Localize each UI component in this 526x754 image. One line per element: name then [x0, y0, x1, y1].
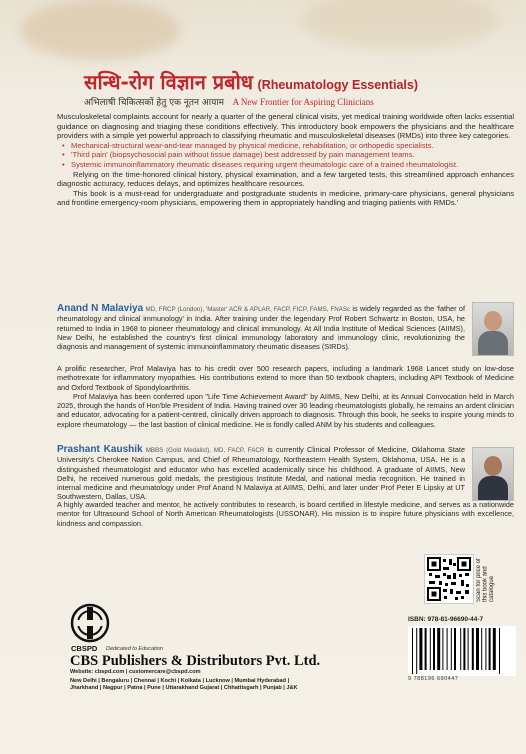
qr-code-graphic: [425, 555, 473, 603]
barcode-bar: [499, 628, 500, 674]
book-subtitle: [84, 95, 374, 108]
publisher-website[interactable]: Website: cbspd.com | customercare@cbspd.com: [70, 669, 201, 675]
author2-photo: [472, 447, 514, 501]
barcode-bar: [419, 628, 422, 670]
author1-name: Anand N Malaviya: [57, 303, 144, 314]
barcode-bar: [442, 628, 443, 670]
author2-paragraph-2: A highly awarded teacher and mentor, he actively contributes to research, is board certified in lifestyle medicine, and serves as a nationwide mentor for Ultrasound School of North American Rheumatologists (USSONAR). His mission is to inspire future physicians with excellence, kindness and compassion.: [57, 500, 514, 528]
author1-paragraph-2: A prolific researcher, Prof Malaviya has to his credit over 500 research papers, including a landmark 1968 Lancet study on low-dose methotrexate for inflammatory myopathies. His contributions extend to more than 50 textbook chapters, including API Textbook of Medicine and Oxford Textbook of Spondyloarthritis.: [57, 364, 514, 392]
isbn: ISBN: 978-81-96690-44-7: [408, 616, 484, 623]
publisher-tagline: Dedicated to Education: [106, 646, 163, 652]
barcode-bar: [412, 628, 413, 674]
publisher-abbreviation: CBSPD: [71, 644, 98, 653]
background-texture-2: [300, 0, 500, 50]
author1-photo-head: [484, 311, 502, 331]
barcode-bar: [460, 628, 461, 670]
category-item: • 'Third pain' (biopsychosocial pain without tissue damage) best addressed by pain management teams.: [71, 150, 514, 160]
category-item: • Mechanical-structural wear-and-tear managed by physical medicine, rehabilitation, or orthopedic specialists.: [71, 141, 514, 151]
barcode-bar: [472, 628, 474, 670]
intro-paragraph-1: Musculoskeletal complaints account for nearly a quarter of the general clinical visits, yet medical training worldwide often lacks essential guidance on diagnosing and triaging these conditions effectively. This introductory book empowers the physicians and the healthcare providers with a simple yet powerful approach to classifying rheumatic and musculoskeletal diseases (RMDs) into three key categories.: [57, 112, 514, 141]
category-item: • Systemic immunoinflammatory rheumatic diseases requiring urgent rheumatologic care of a trained rheumatologist.: [71, 160, 514, 170]
title-hindi: सन्धि-रोग विज्ञान प्रबोध: [84, 70, 254, 94]
author1-photo: [472, 302, 514, 356]
author1-bio-more: [57, 364, 514, 429]
author2-bio: [57, 445, 465, 502]
barcode-bar: [489, 628, 491, 670]
author2-bio-more: [57, 500, 514, 528]
author1-bio-text: is widely regarded as the 'father of rheumatology and clinical immunology' in India. After training under the legendary Prof Robert Schwartz in Boston, USA, he returned to India in 1968 to pioneer rheumatology and clinical immunology. At All India Institute of Medical Sciences (AIIMS), New Delhi, he established the country's first clinical immunology laboratory and immunology clinic, revolutionizing the diagnosis and management of systemic immunoinflammatory rheumatic diseases (SIRDs).: [57, 304, 465, 352]
book-description: [57, 112, 514, 208]
barcode-bar: [468, 628, 469, 670]
barcode-bar: [454, 628, 456, 670]
barcode-bar: [447, 628, 448, 670]
intro-paragraph-3: This book is a must-read for undergraduate and postgraduate students in medicine, primary-care physicians, general physicians and frontline emergency-room physicians, empowering them in appropriately handling and triaging patients with RMDs.': [57, 188, 514, 208]
author2-bio-text: is currently Clinical Professor of Medicine, Oklahoma State University's Cherokee Nation Campus, and Chief of Rheumatology, Northeastern Health System, Oklahoma, USA. He is a distinguished rheumatologist and educator who has excelled academically since his childhood. A graduate of AIIMS, New Delhi, he received numerous gold medals, the prestigious Institute Medal, and national media recognition. He trained in internal medicine and rheumatology under Prof Anand N Malaviya at AIIMS, Delhi, and later under Prof Peter E Lipsky at UT Southwestern, Dallas, USA.: [57, 445, 465, 502]
category-list: [57, 141, 514, 170]
author2-bio-intro: [57, 445, 465, 502]
author2-name: Prashant Kaushik: [57, 444, 143, 455]
qr-code[interactable]: [424, 554, 474, 604]
barcode-bar: [416, 628, 417, 674]
barcode-bar: [493, 628, 496, 670]
cbspd-logo-icon: [70, 603, 110, 643]
author1-photo-body: [478, 331, 508, 355]
author1-bio-intro: [57, 304, 465, 351]
barcode-bar: [463, 628, 465, 670]
author1-paragraph-3: Prof Malaviya has been conferred upon "Life Time Achievement Award" by AIIMS, New Delhi, at its Annual Convocation held in March 2025, through the hands of Hon'ble President of India. Having trained over 30 leading rheumatologists globally, he remains an ardent clinician and educator, advocating for a patient-centred, clinically driven approach to diagnosis. Through this book, he seeks to inspire young minds to explore rheumatology — the last bastion of clinical medicine. He is fondly called ANM by his students and colleagues.: [57, 391, 514, 429]
author2-photo-head: [484, 456, 502, 476]
barcode-bar: [485, 628, 486, 670]
intro-paragraph-2: Relying on the time-honored clinical history, physical examination, and a few targeted tests, this streamlined approach enhances diagnostic accuracy, reduces delays, and optimizes healthcare resources.: [57, 169, 514, 189]
author2-degrees: MBBS (Gold Medalist), MD, FACP, FACR: [145, 447, 265, 454]
barcode-bar: [437, 628, 440, 670]
barcode-bar: [451, 628, 452, 670]
barcode-graphic: [408, 626, 516, 676]
barcode-bar: [476, 628, 479, 670]
barcode-bar: [425, 628, 427, 670]
book-title: [84, 68, 418, 95]
publisher-cities: New Delhi | Bengaluru | Chennai | Kochi | Kolkata | Lucknow | Mumbai Hyderabad | Jharkhand | Nagpur | Patna | Pune | Uttarakhand Gujarat | Chhattisgarh | Punjab | J&K: [70, 678, 298, 692]
background-texture: [20, 0, 180, 60]
subtitle-english: A New Frontier for Aspiring Clinicians: [232, 97, 374, 107]
author2-photo-body: [478, 476, 508, 500]
barcode-number: 9 788196 690447: [408, 676, 459, 682]
author1-degrees: MD, FRCP (London), 'Master' ACR & APLAR, FACP, FICP, FAMS, FNASc: [145, 306, 351, 313]
publisher-name: CBS Publishers & Distributors Pvt. Ltd.: [70, 653, 321, 669]
barcode-bar: [481, 628, 482, 670]
author1-bio: [57, 304, 465, 351]
barcode-bar: [433, 628, 435, 670]
subtitle-hindi: अभिलाषी चिकित्सकों हेतु एक नूतन आयाम: [84, 98, 225, 108]
qr-caption: Scan for price of this book and catalogue: [476, 558, 496, 602]
barcode-bar: [430, 628, 431, 670]
title-english: (Rheumatology Essentials): [257, 78, 418, 92]
